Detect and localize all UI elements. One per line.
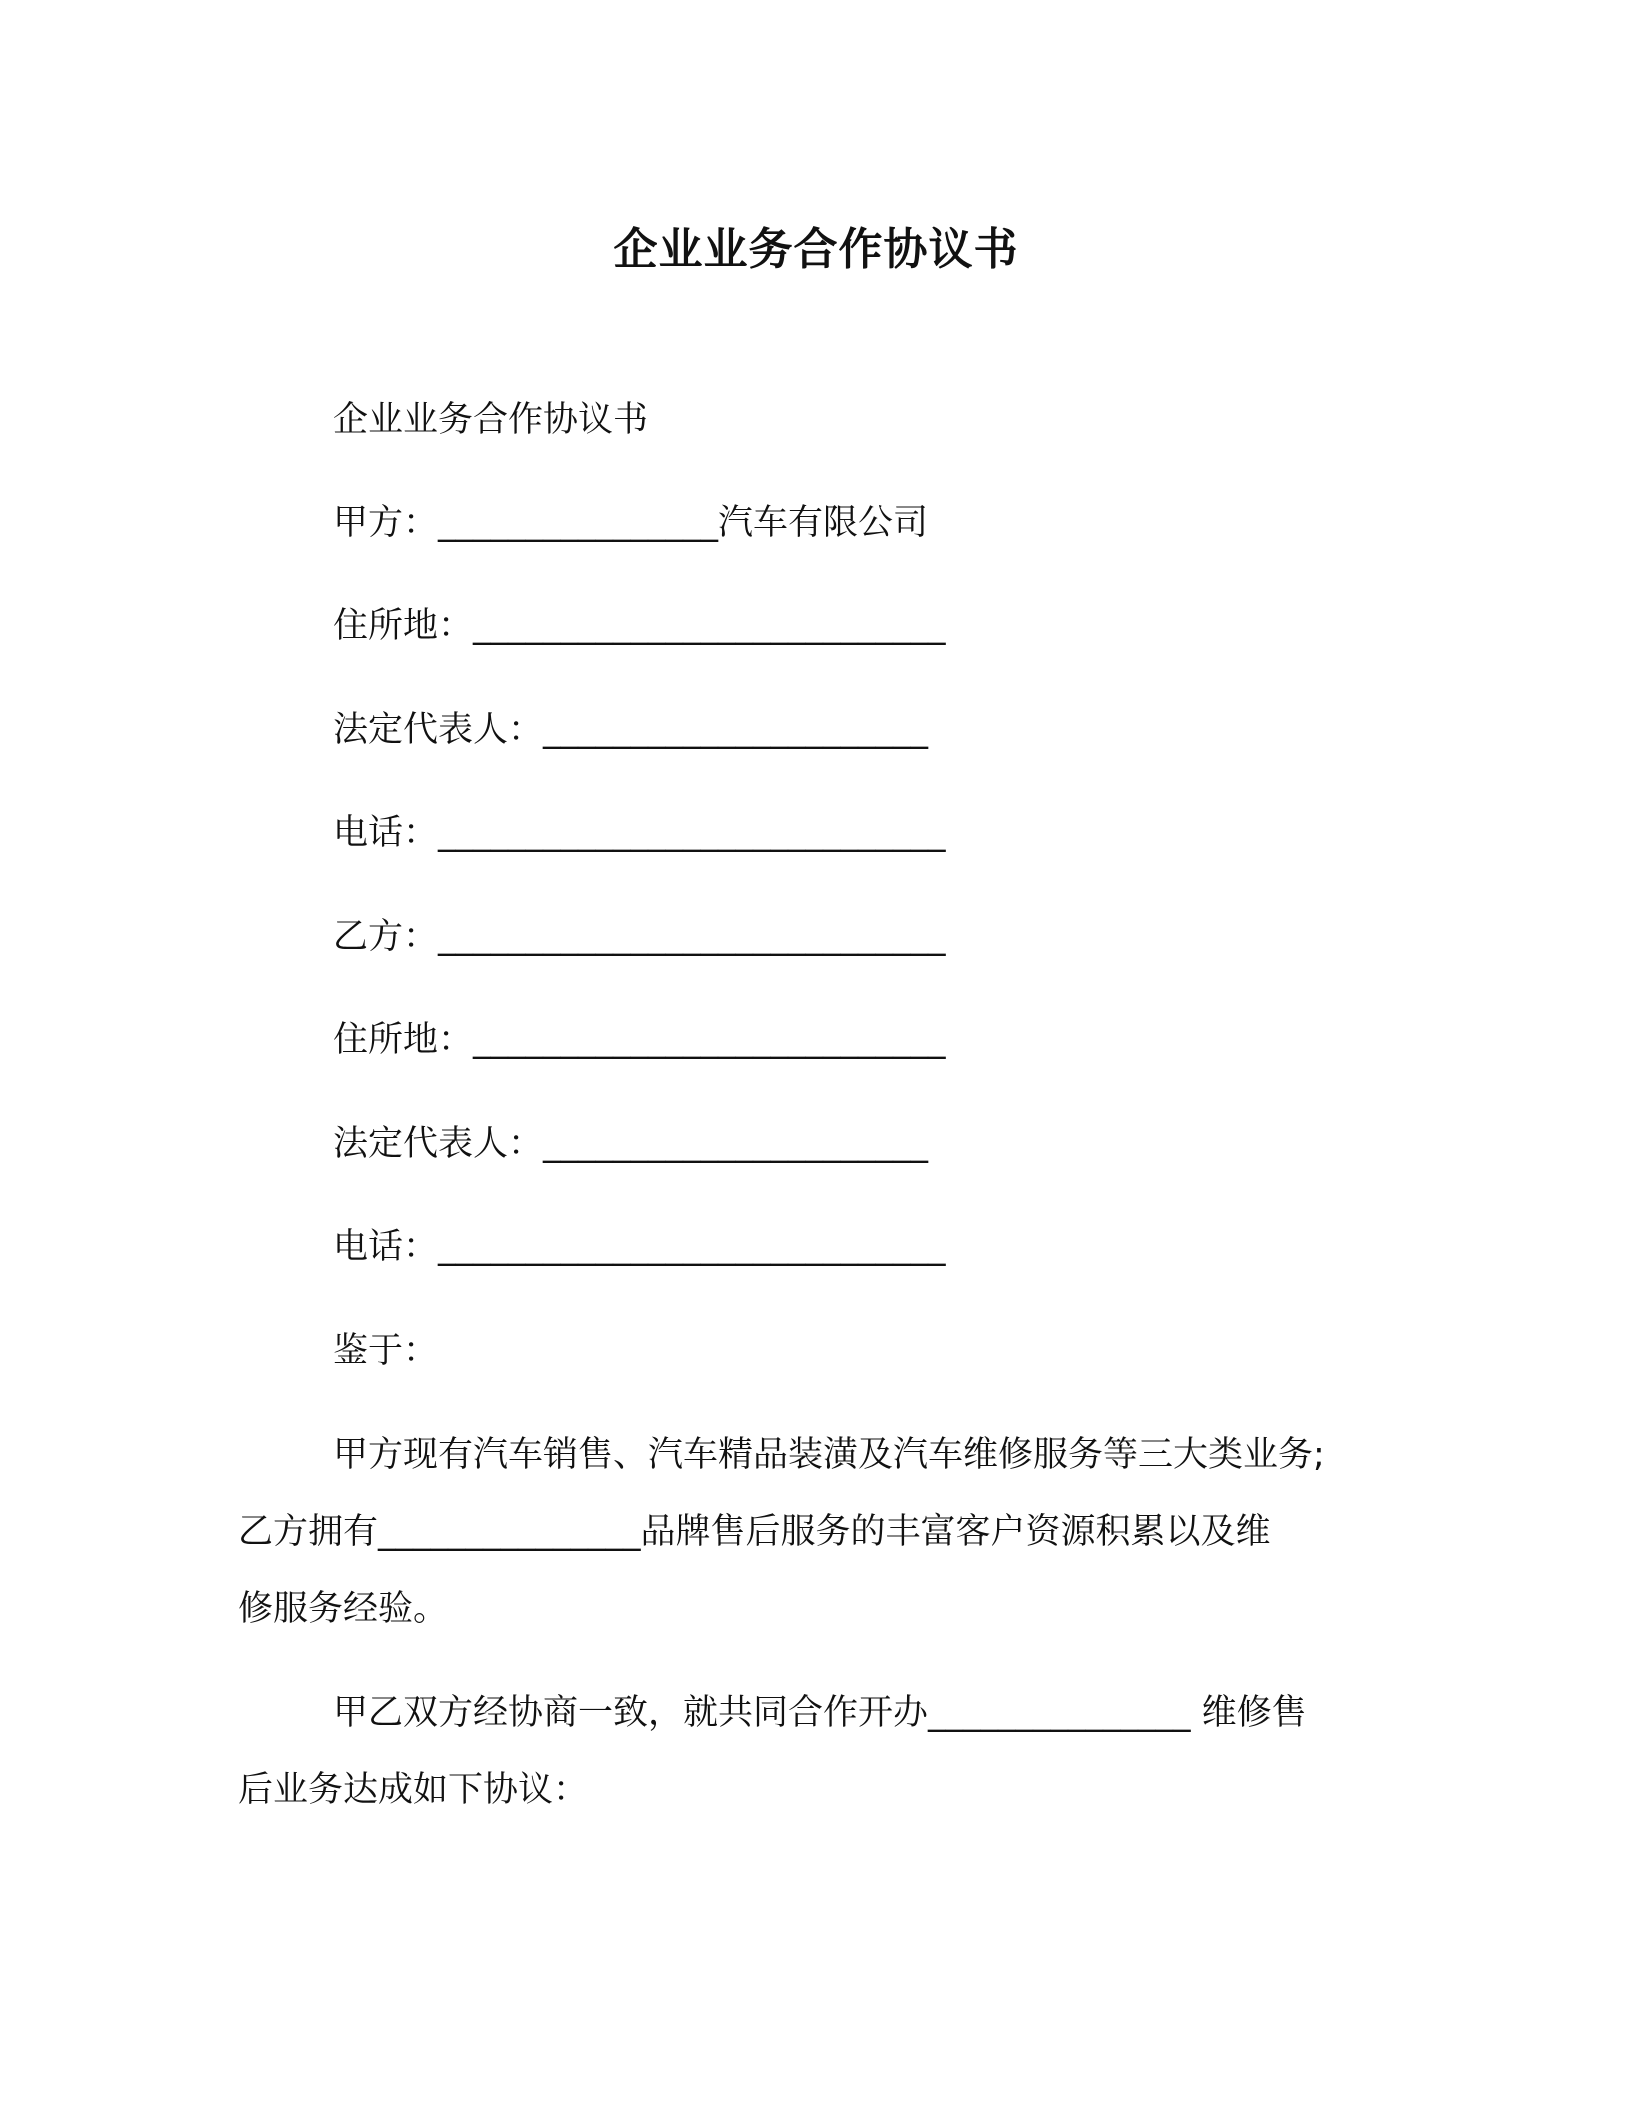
party-a-name-field: 甲方：________________汽车有限公司 xyxy=(333,503,929,543)
document-title: 企业业务合作协议书 xyxy=(613,224,1019,275)
paragraph1-line1: 甲方现有汽车销售、汽车精品装潢及汽车维修服务等三大类业务; xyxy=(333,1435,1325,1475)
document-subtitle: 企业业务合作协议书 xyxy=(333,400,649,440)
party-a-address-field: 住所地：___________________________ xyxy=(333,606,946,646)
party-b-phone-field: 电话：_____________________________ xyxy=(333,1227,946,1267)
paragraph1-line2: 乙方拥有_______________品牌售后服务的丰富客户资源积累以及维 xyxy=(238,1512,1271,1552)
party-a-phone-field: 电话：_____________________________ xyxy=(333,813,946,853)
paragraph2-line2: 后业务达成如下协议： xyxy=(238,1770,589,1810)
party-a-legal-rep-field: 法定代表人：______________________ xyxy=(333,710,929,750)
party-b-name-field: 乙方：_____________________________ xyxy=(333,917,946,957)
paragraph1-line3: 修服务经验。 xyxy=(238,1589,449,1629)
party-b-address-field: 住所地：___________________________ xyxy=(333,1020,946,1060)
paragraph2-line1: 甲乙双方经协商一致，就共同合作开办_______________ 维修售 xyxy=(333,1693,1307,1733)
party-b-legal-rep-field: 法定代表人：______________________ xyxy=(333,1124,929,1164)
whereas-label: 鉴于： xyxy=(333,1331,439,1371)
